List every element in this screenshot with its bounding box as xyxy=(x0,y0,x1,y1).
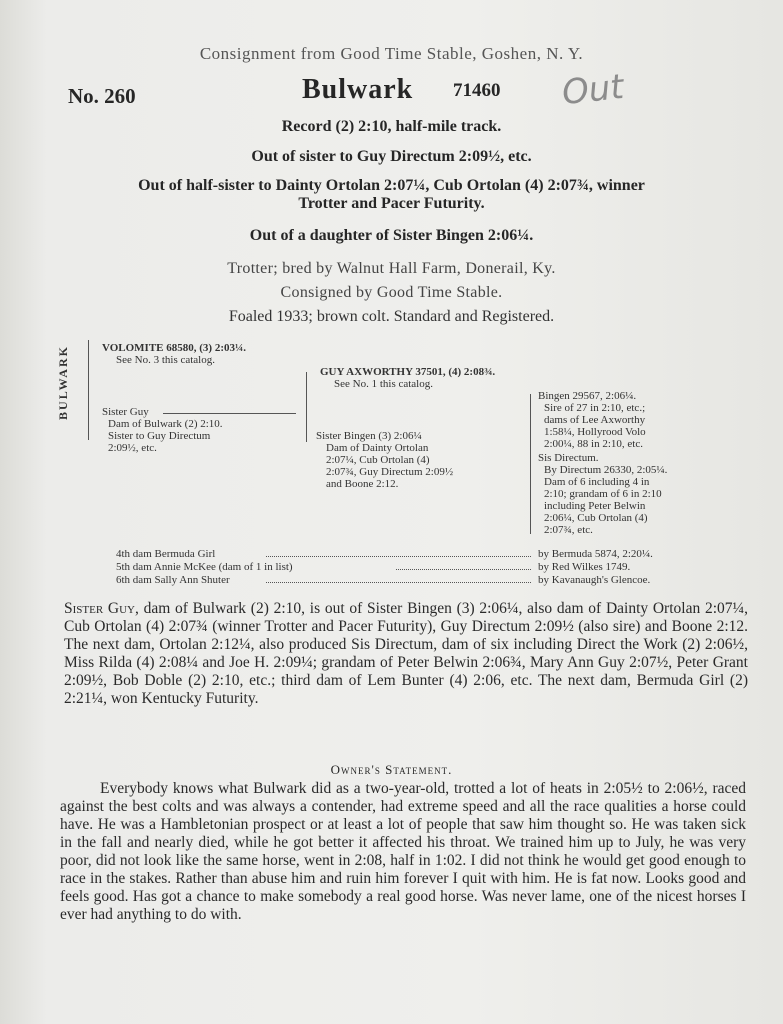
consigned-line: Consigned by Good Time Stable. xyxy=(280,284,503,301)
pedigree-bracket xyxy=(88,340,89,440)
horse-name: Bulwark xyxy=(302,74,414,105)
summary-line-3: Out of a daughter of Sister Bingen 2:06¼. xyxy=(249,227,534,244)
description-paragraph xyxy=(64,600,748,708)
dam-sire-block: GUY AXWORTHY 37501, (4) 2:08¾. See No. 1 this catalog. xyxy=(320,366,496,390)
record-line: Record (2) 2:10, half-mile track. xyxy=(281,118,502,135)
consignment-line: Consignment from Good Time Stable, Goshen, N. Y. xyxy=(199,44,584,63)
owner-statement-heading: Owner's Statement. xyxy=(330,762,453,777)
ggdam-block: Sis Directum. By Directum 26330, 2:05¼. Dam of 6 including 4 in 2:10; grandam of 6 in 2:10 including Peter Belwin 2:06¼, Cub Ortolan (4) 2:07¾, etc. xyxy=(538,452,668,536)
description-text: dam of Bulwark (2) 2:10, is out of Sister Bingen (3) 2:06¼, also dam of Dainty Ortolan 2:07¼, Cub Ortolan (4) 2:07¾ (winner Trotter and Pacer Futurity), Guy Directum 2:09½ (also sire) and Boone 2:12. The next dam, Ortolan 2:12¼, also produced Sis Directum, dam of six including Direct the Work (2) 2:06½, Miss Rilda (4) 2:08¼ and Joe H. 2:09¼; grandam of Peter Belwin 2:06¾, Mary Ann Guy 2:07½, Peter Grant 2:09½, Bob Doble (2) 2:10, etc.; third dam of Lem Bunter (4) 2:06, etc. The next dam, Bermuda Girl (2) 2:21¼, won Kentucky Futurity. xyxy=(64,600,748,707)
registration-number: 71460 xyxy=(453,80,501,101)
lot-number: No. 260 xyxy=(68,84,136,108)
summary-line-1: Out of sister to Guy Directum 2:09½, etc. xyxy=(251,148,532,165)
ggsire-block: Bingen 29567, 2:06¼. Sire of 27 in 2:10, etc.; dams of Lee Axworthy 1:58¼, Hollyrood Volo 2:00¼, 88 in 2:10, etc. xyxy=(538,390,646,450)
dam-connector xyxy=(163,413,296,414)
ggdam-bracket xyxy=(530,394,531,534)
owner-statement-text: Everybody knows what Bulwark did as a two-year-old, trotted a lot of heats in 2:05½ to 2:06½, raced against the best colts and was always a contender, had extreme speed and all the race qualities a horse could have. He was a Hambletonian prospect or at least a lot of people that saw him thought so. He was taken sick in the fall and nearly died, while he got better it affected his throat. We trained him up to July, he was very poor, did not look like the same horse, went in 2:08, half in 1:02. I did not think he would get good enough to race in the stakes. Rather than abuse him and ruin him forever I quit with him. He is fat now. Looks good and feels good. Has got a chance to make somebody a real good horse. Was never lame, one of the nicest horses I ever had anything to do with. xyxy=(60,780,746,923)
summary-line-2a: Out of half-sister to Dainty Ortolan 2:07¼, Cub Ortolan (4) 2:07¾, winner xyxy=(138,177,645,194)
dam-dam-block: Sister Bingen (3) 2:06¼ Dam of Dainty Ortolan 2:07¼, Cub Ortolan (4) 2:07¾, Guy Directum 2:09½ and Boone 2:12. xyxy=(316,430,454,490)
description-lead: Sister Guy, xyxy=(64,600,139,617)
sire-block: VOLOMITE 68580, (3) 2:03¼. See No. 3 this catalog. xyxy=(102,342,246,366)
catalog-page: Consignment from Good Time Stable, Goshen, N. Y. No. 260 Bulwark 71460 Out Record (2) 2:10, half-mile track. Out of sister to Guy Directum 2:09½, etc. Out of half-sister to Dainty Ortolan 2:07¼, Cub Ortolan (4) 2:07¾, winner Trotter and Pacer Futurity. Out of a daughter of Sister Bingen 2:06¼. Trotter; bred by Walnut Hall Farm, Donerail, Ky. Consigned by Good Time Stable. Foaled 1933; brown colt. Standard and Registered. BULWARK VOLOMITE 68580, (3) 2:03¼. See No. 3 this catalog. Sister Guy Dam of Bulwark (2) 2:10. Sister to Guy Directum 2:09½, etc. GUY AXWORTHY 37501, (4) 2:08¾. See No. 1 this catalog. Sister Bingen (3) 2:06¼ Dam of Dainty Ortolan 2:07¼, Cub Ortolan (4) 2:07¾, Guy Directum 2:09½ and Boone 2:12. Bingen 29567, 2:06¼. Sire of 27 in 2:10, etc.; dams of Lee Axworthy 1:58¼, Hollyrood Volo 2:00¼, 88 in 2:10, etc. Sis Directum. By Directum 26330, 2:05¼. Dam of 6 including 4 in 2:10; grandam of 6 in 2:10 including Peter Belwin 2:06¼, Cub Ortolan (4) 2:07¾, etc. 4th dam Bermuda Girl by Bermuda 5874, 2:20¼. 5th dam Annie McKee (dam of 1 in list) by Red Wilkes 1749. 6th dam Sally Ann Shuter by Kavanaugh's Glencoe. Sister Guy, dam of Bulwark (2) 2:10, is out of Sister Bingen (3) 2:06¼, also dam of Dainty Ortolan 2:07¼, Cub Ortolan (4) 2:07¾ (winner Trotter and Pacer Futurity), Guy Directum 2:09½ (also sire) and Boone 2:12. The next dam, Ortolan 2:12¼, also produced Sis Directum, dam of six including Direct the Work (2) 2:06½, Miss Rilda (4) 2:08¼ and Joe H. 2:09¼; grandam of Peter Belwin 2:06¾, Mary Ann Guy 2:07½, Peter Grant 2:09½, Bob Doble (2) 2:10, etc.; third dam of Lem Bunter (4) 2:06, etc. The next dam, Bermuda Girl (2) 2:21¼, won Kentucky Futurity. Owner's Statement. Everybody knows what Bulwark did as a two-year-old, trotted a lot of heats in 2:05½ to 2:06½, raced against the best colts and was always a contender, had extreme speed and all the race qualities a horse could have. He was a Hambletonian prospect or at least a lot of people that saw him thought so. He was taken sick in the fall and nearly died, while he got better it affected his throat. We trained him up to July, he was very poor, did not look like the same horse, went in 2:08, half in 1:02. I did not think he would get good enough to race in the stakes. Rather than abuse him and ruin him forever I quit with him. He is fat now. Looks good and feels good. Has got a chance to make somebody a real good horse. Was never lame, one of the nicest horses I ever had anything to do with. xyxy=(0,0,783,1024)
pedigree-side-label: BULWARK xyxy=(55,345,70,420)
handwritten-note: Out xyxy=(560,66,626,114)
dam-block: Sister Guy Dam of Bulwark (2) 2:10. Sister to Guy Directum 2:09½, etc. xyxy=(102,406,223,454)
bred-line: Trotter; bred by Walnut Hall Farm, Donerail, Ky. xyxy=(227,260,556,277)
summary-line-2b: Trotter and Pacer Futurity. xyxy=(298,195,485,212)
dam-bracket xyxy=(306,372,307,442)
foaled-line: Foaled 1933; brown colt. Standard and Registered. xyxy=(228,308,555,325)
